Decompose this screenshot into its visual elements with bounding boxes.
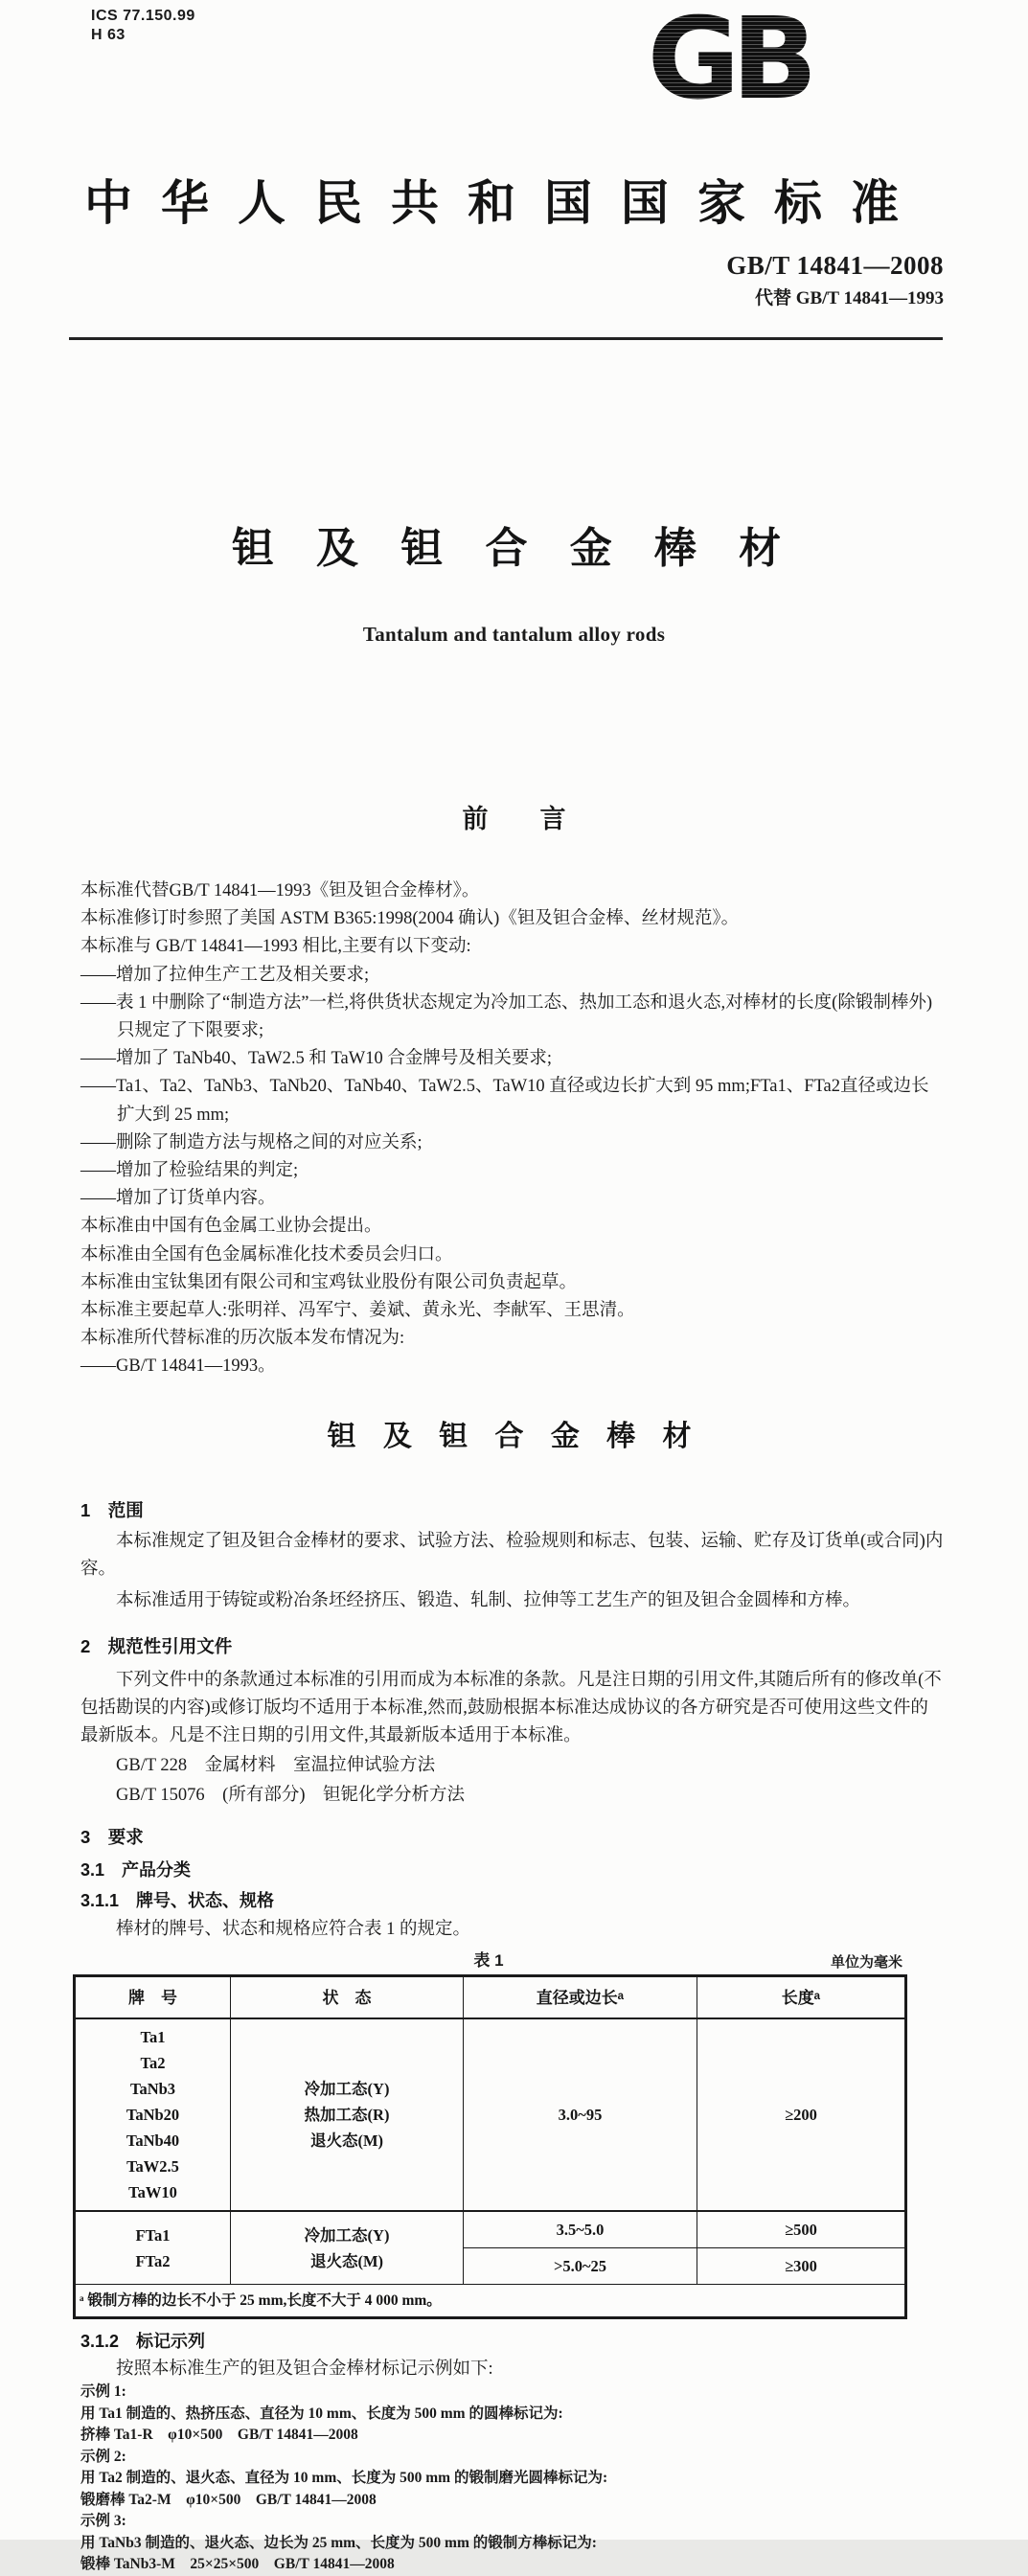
- col-header-length: 长度ᵃ: [697, 1976, 906, 2019]
- foreword-paragraph: 本标准所代替标准的历次版本发布情况为:: [80, 1329, 405, 1349]
- reference-item: GB/T 15076 (所有部分) 钽铌化学分析方法: [116, 1786, 466, 1805]
- table-caption: 表 1: [473, 1951, 504, 1970]
- table-footnote: ᵃ 锻制方棒的边长不小于 25 mm,长度不大于 4 000 mm。: [75, 2285, 906, 2318]
- grade-value: TaNb40: [126, 2131, 180, 2150]
- col-header-grade: 牌 号: [75, 1976, 231, 2019]
- diameter-cell: 3.0~95: [464, 2018, 697, 2211]
- example-description: 用 TaNb3 制造的、退火态、边长为 25 mm、长度为 500 mm 的锻制方棒标记为:: [80, 2534, 597, 2551]
- normative-references-paragraph: 下列文件中的条款通过本标准的引用而成为本标准的条款。凡是注日期的引用文件,其随后所有的修改单(不包括勘误的内容)或修订版均不适用于本标准,然而,鼓励根据本标准达成协议的各方研究是否可使用这些文件的最新版本。凡是不注日期的引用文件,其最新版本适用于本标准。: [80, 1671, 942, 1745]
- table-footnote-row: [75, 2285, 906, 2318]
- grade-value: TaNb20: [126, 2106, 180, 2124]
- scope-paragraph: 本标准规定了钽及钽合金棒材的要求、试验方法、检验规则和标志、包装、运输、贮存及订货单(或合同)内容。: [80, 1532, 944, 1579]
- standard-number-block: [726, 251, 944, 309]
- grade-value: Ta2: [140, 2054, 166, 2072]
- state-value: 退火态(M): [309, 2131, 384, 2150]
- example-label: 示例 2:: [80, 2448, 126, 2465]
- table-row: [75, 2018, 906, 2211]
- state-value: 退火态(M): [309, 2251, 384, 2270]
- state-value: 热加工态(R): [304, 2106, 390, 2124]
- body-section-title: 钽 及 钽 合 金 棒 材: [327, 1421, 701, 1452]
- foreword-paragraph: 本标准由全国有色金属标准化技术委员会归口。: [80, 1244, 453, 1265]
- length-cell: ≥500: [697, 2211, 906, 2248]
- state-cell: [231, 2211, 464, 2285]
- foreword-change-item: ——Ta1、Ta2、TaNb3、TaNb20、TaNb40、TaW2.5、TaW10 直径或边长扩大到 95 mm;FTa1、FTa2直径或边长扩大到 25 mm;: [80, 1077, 929, 1125]
- heading-normative-references: 2 规范性引用文件: [80, 1636, 233, 1656]
- table-lead-paragraph: 棒材的牌号、状态和规格应符合表 1 的规定。: [116, 1920, 471, 1939]
- grade-value: FTa1: [135, 2225, 171, 2245]
- grade-value: Ta1: [140, 2028, 166, 2046]
- foreword-paragraph: 本标准代替GB/T 14841—1993《钽及钽合金棒材》。: [80, 881, 480, 900]
- foreword-paragraph: 本标准由中国有色金属工业协会提出。: [80, 1217, 382, 1237]
- state-value: 冷加工态(Y): [304, 2080, 390, 2098]
- replaced-standard: 代替 GB/T 14841—1993: [754, 288, 944, 308]
- heading-product-classification: 3.1 产品分类: [80, 1860, 192, 1880]
- marking-intro: 按照本标准生产的钽及钽合金棒材标记示例如下:: [116, 2359, 493, 2379]
- foreword-heading: 前 言: [462, 805, 566, 833]
- header-divider: [69, 337, 943, 340]
- table-caption-row: [73, 1947, 904, 1972]
- foreword-history-item: ——GB/T 14841—1993。: [80, 1356, 276, 1377]
- document-title-en: Tantalum and tantalum alloy rods: [362, 623, 666, 646]
- col-header-state: 状 态: [231, 1976, 464, 2019]
- gb-logo-icon: GB: [618, 0, 838, 121]
- heading-grade-state-spec: 3.1.1 牌号、状态、规格: [80, 1891, 275, 1910]
- example-label: 示例 1:: [80, 2383, 126, 2400]
- example-marking: 锻磨棒 Ta2-M φ10×500 GB/T 14841—2008: [80, 2491, 377, 2508]
- example-marking: 锻棒 TaNb3-M 25×25×500 GB/T 14841—2008: [80, 2556, 395, 2572]
- example-label: 示例 3:: [80, 2513, 126, 2529]
- scope-paragraph: 本标准适用于铸锭或粉冶条坯经挤压、锻造、轧制、拉伸等工艺生产的钽及钽合金圆棒和方棒。: [116, 1591, 861, 1610]
- foreword-paragraph: 本标准与 GB/T 14841—1993 相比,主要有以下变动:: [80, 937, 471, 957]
- foreword-change-item: ——删除了制造方法与规格之间的对应关系;: [80, 1132, 423, 1152]
- doc-class-code: H 63: [91, 27, 126, 43]
- document-title-zh: 钽 及 钽 合 金 棒 材: [231, 525, 797, 572]
- table1: [73, 1974, 907, 2319]
- heading-marking-examples: 3.1.2 标记示列: [80, 2332, 206, 2351]
- diameter-cell: >5.0~25: [464, 2248, 697, 2285]
- table-unit-note: 单位为毫米: [830, 1955, 902, 1971]
- foreword-change-item: ——增加了 TaNb40、TaW2.5 和 TaW10 合金牌号及相关要求;: [80, 1049, 552, 1069]
- example-marking: 挤棒 Ta1-R φ10×500 GB/T 14841—2008: [80, 2427, 358, 2443]
- grade-cell: [75, 2211, 231, 2285]
- grade-value: FTa2: [135, 2251, 171, 2270]
- col-header-diameter: 直径或边长ᵃ: [464, 1976, 697, 2019]
- ics-code: ICS 77.150.99: [91, 8, 195, 24]
- foreword-paragraph: 本标准由宝钛集团有限公司和宝鸡钛业股份有限公司负责起草。: [80, 1272, 578, 1292]
- table-row: [75, 2211, 906, 2248]
- state-value: 冷加工态(Y): [304, 2225, 390, 2245]
- standard-number: GB/T 14841—2008: [726, 251, 944, 280]
- foreword-paragraph: 本标准主要起草人:张明祥、冯军宁、姜斌、黄永光、李献军、王思清。: [80, 1301, 635, 1321]
- heading-scope: 1 范围: [80, 1500, 144, 1520]
- grade-value: TaW10: [128, 2183, 177, 2201]
- reference-item: GB/T 228 金属材料 室温拉伸试验方法: [116, 1756, 436, 1775]
- foreword-change-item: ——增加了订货单内容。: [80, 1189, 276, 1209]
- grade-value: TaW2.5: [126, 2157, 179, 2176]
- document-body: [80, 1496, 945, 2576]
- table-header-row: [75, 1976, 906, 2019]
- ics-block: [91, 7, 195, 45]
- length-cell: ≥300: [697, 2248, 906, 2285]
- foreword-change-item: ——表 1 中删除了“制造方法”一栏,将供货状态规定为冷加工态、热加工态和退火态,对棒材的长度(除锻制棒外)只规定了下限要求;: [80, 992, 932, 1041]
- example-description: 用 Ta2 制造的、退火态、直径为 10 mm、长度为 500 mm 的锻制磨光圆棒标记为:: [80, 2470, 608, 2486]
- foreword-change-item: ——增加了检验结果的判定;: [80, 1161, 299, 1181]
- foreword-section: [80, 878, 945, 1381]
- foreword-paragraph: 本标准修订时参照了美国 ASTM B365:1998(2004 确认)《钽及钽合金棒、丝材规范》。: [80, 909, 740, 929]
- grade-cell: [75, 2018, 231, 2211]
- example-description: 用 Ta1 制造的、热挤压态、直径为 10 mm、长度为 500 mm 的圆棒标记为:: [80, 2405, 563, 2422]
- national-standard-title: 中华人民共和国国家标准: [84, 176, 927, 230]
- length-cell: ≥200: [697, 2018, 906, 2211]
- foreword-change-item: ——增加了拉伸生产工艺及相关要求;: [80, 965, 370, 985]
- diameter-cell: 3.5~5.0: [464, 2211, 697, 2248]
- heading-requirements: 3 要求: [80, 1827, 144, 1847]
- state-cell: [231, 2018, 464, 2211]
- grade-value: TaNb3: [129, 2080, 176, 2098]
